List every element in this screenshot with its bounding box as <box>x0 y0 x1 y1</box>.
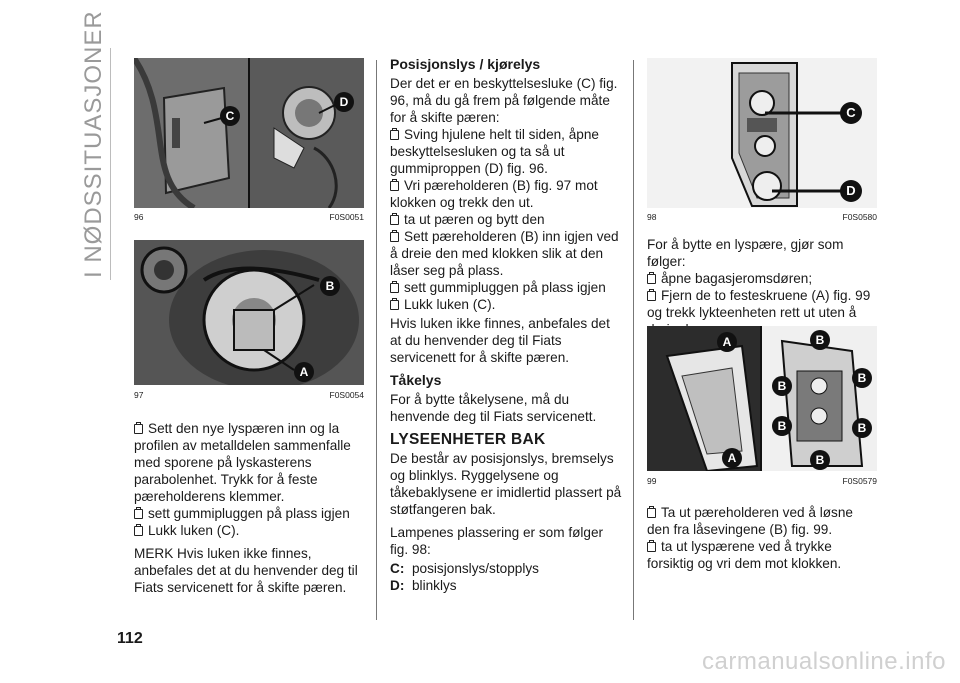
paragraph: Der det er en beskyttelsesluke (C) fig. 96, må du gå frem på følgende måte for å skifte pæren: <box>390 76 618 125</box>
section-title-text: I NØDSSITUASJONER <box>80 10 107 278</box>
figure-98 <box>647 58 877 208</box>
section-title <box>78 10 108 278</box>
callout-c: C <box>840 102 862 124</box>
step: sett gummipluggen på plass igjen <box>390 279 624 296</box>
paragraph: For å bytte tåkelysene, må du henvende deg til Fiats servicenett. <box>390 392 597 424</box>
step-bullet-icon <box>647 508 656 518</box>
figure-number: 99 <box>647 476 657 486</box>
figure-code: F0S0579 <box>842 476 877 486</box>
paragraph: Hvis luken ikke finnes, anbefales det at du henvender deg til Fiats servicenett for å skifte pæren. <box>390 316 610 365</box>
step-bullet-icon <box>390 283 399 293</box>
step-bullet-icon <box>647 291 656 301</box>
figure-code: F0S0580 <box>842 212 877 222</box>
callout-b: B <box>852 418 872 438</box>
figure-code: F0S0054 <box>329 390 364 400</box>
step: Vri pæreholderen (B) fig. 97 mot klokken og trekk den ut. <box>390 178 598 210</box>
figure-99-illustration <box>647 326 877 471</box>
callout-b: B <box>772 416 792 436</box>
note: MERK Hvis luken ikke finnes, anbefales det at du henvender deg til Fiats servicenett for å skifte pæren. <box>134 546 358 595</box>
figure-96 <box>134 58 364 208</box>
step-bullet-icon <box>390 232 399 242</box>
figure-99 <box>647 326 877 471</box>
heading-rear-lights: LYSEENHETER BAK <box>390 431 546 448</box>
callout-a: A <box>722 448 742 468</box>
step: Ta ut pæreholderen ved å løsne den fra låsevingene (B) fig. 99. <box>647 505 853 537</box>
step-bullet-icon <box>390 181 399 191</box>
paragraph: Lampenes plassering er som følger fig. 98: <box>390 525 604 557</box>
figure-98-caption <box>647 212 877 222</box>
figure-97-caption <box>134 390 364 400</box>
heading-fog-lights: Tåkelys <box>390 372 442 388</box>
step-bullet-icon <box>647 542 656 552</box>
callout-b: B <box>852 368 872 388</box>
section-divider <box>110 48 111 280</box>
column-3-text-bottom <box>647 504 879 572</box>
step-bullet-icon <box>390 215 399 225</box>
figure-97 <box>134 240 364 385</box>
callout-a: A <box>717 332 737 352</box>
figure-number: 96 <box>134 212 144 222</box>
step-bullet-icon <box>390 130 399 140</box>
page-number: 112 <box>117 630 143 647</box>
callout-a: A <box>294 362 314 382</box>
step-bullet-icon <box>390 300 399 310</box>
callout-b: B <box>320 276 340 296</box>
figure-97-illustration <box>134 240 364 385</box>
legend-item: C: posisjonslys/stopplys <box>390 561 539 576</box>
step: ta ut lyspærene ved å trykke forsiktig og vri dem mot klokken. <box>647 539 842 571</box>
legend-item: D: blinklys <box>390 578 457 593</box>
callout-b: B <box>810 450 830 470</box>
column-3-text-top <box>647 236 879 338</box>
callout-d: D <box>334 92 354 112</box>
heading-position-lights: Posisjonslys / kjørelys <box>390 56 541 72</box>
step: Lukk luken (C). <box>134 522 366 539</box>
callout-c: C <box>220 106 240 126</box>
column-divider <box>376 60 377 620</box>
figure-code: F0S0051 <box>329 212 364 222</box>
figure-number: 97 <box>134 390 144 400</box>
step: Lukk luken (C). <box>390 296 624 313</box>
step: ta ut pæren og bytt den <box>390 211 624 228</box>
step-bullet-icon <box>134 526 143 536</box>
figure-96-illustration <box>134 58 364 208</box>
step: Fjern de to festeskruene (A) fig. 99 og trekk lykteenheten rett ut uten å <box>647 288 871 320</box>
figure-number: 98 <box>647 212 657 222</box>
step-bullet-icon <box>134 509 143 519</box>
column-1-text <box>134 420 366 602</box>
step: åpne bagasjeromsdøren; <box>647 270 879 287</box>
callout-b: B <box>772 376 792 396</box>
paragraph: For å bytte en lyspære, gjør som følger: <box>647 237 844 269</box>
step: Sett pæreholderen (B) inn igjen ved å dreie den med klokken slik at den låser seg på plass. <box>390 229 619 278</box>
column-2-text <box>390 56 624 594</box>
callout-d: D <box>840 180 862 202</box>
step-bullet-icon <box>647 274 656 284</box>
watermark: carmanualsonline.info <box>702 648 946 675</box>
figure-96-caption <box>134 212 364 222</box>
step: Sving hjulene helt til siden, åpne beskyttelsesluken og ta så ut gummiproppen (D) fig. 96. <box>390 127 599 176</box>
paragraph: De består av posisjonslys, bremselys og blinklys. Ryggelysene og tåkebaklysene er imidlertid plassert på støtfangeren bak. <box>390 451 622 517</box>
step-bullet-icon <box>134 424 143 434</box>
column-divider <box>633 60 634 620</box>
step: Sett den nye lyspæren inn og la profilen av metalldelen sammenfalle med sporene på lyskasterens parabolenhet. Trykk for å feste pæreholderens klemmer. <box>134 421 351 504</box>
step: sett gummipluggen på plass igjen <box>134 505 366 522</box>
figure-99-caption <box>647 476 877 486</box>
callout-b: B <box>810 330 830 350</box>
